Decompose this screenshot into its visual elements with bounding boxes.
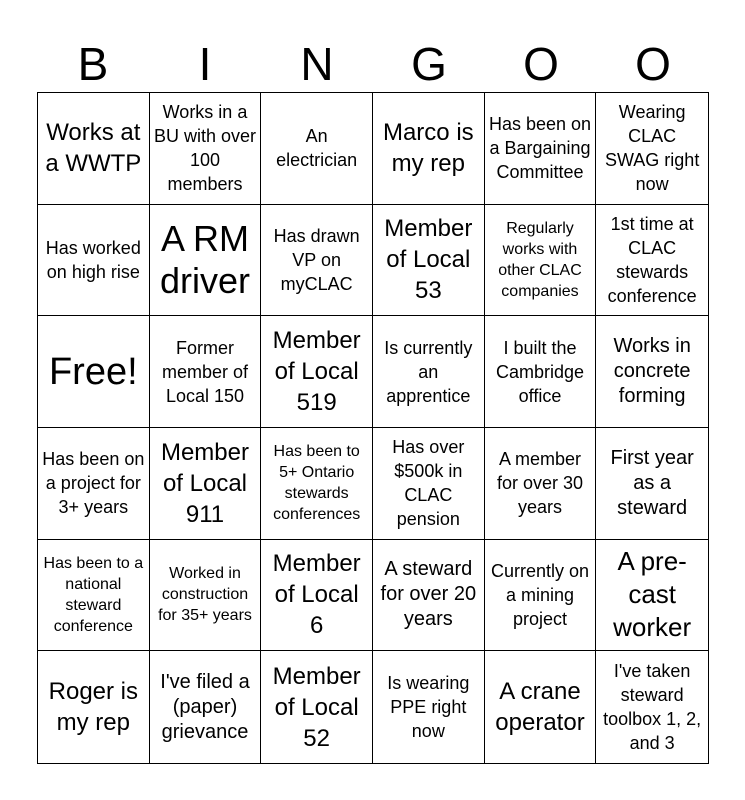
cell-text: Is currently an apprentice: [384, 337, 473, 406]
bingo-cell[interactable]: [261, 428, 373, 540]
bingo-cell[interactable]: [373, 651, 485, 763]
bingo-cell[interactable]: [485, 205, 597, 317]
bingo-cell[interactable]: [485, 651, 597, 763]
bingo-cell[interactable]: [38, 540, 150, 652]
bingo-cell[interactable]: [596, 651, 708, 763]
cell-text: Works in concrete forming: [613, 335, 691, 408]
cell-text: Free!: [48, 350, 138, 393]
bingo-cell[interactable]: [373, 540, 485, 652]
cell-text: Has drawn VP on myCLAC: [273, 225, 360, 294]
cell-text: Member of Local 911: [160, 438, 249, 528]
bingo-cell[interactable]: [596, 93, 708, 205]
bingo-cell[interactable]: [38, 651, 150, 763]
cell-text: Former member of Local 150: [161, 337, 248, 406]
bingo-cell[interactable]: [261, 651, 373, 763]
cell-text: I've filed a (paper) grievance: [160, 670, 250, 743]
bingo-cell[interactable]: [261, 316, 373, 428]
cell-text: Is wearing PPE right now: [387, 673, 470, 742]
cell-text: Has been to 5+ Ontario stewards conferences: [273, 443, 361, 524]
bingo-cell[interactable]: [596, 540, 708, 652]
cell-text: A RM driver: [159, 217, 250, 301]
cell-text: I built the Cambridge office: [495, 337, 585, 406]
bingo-cell[interactable]: [38, 93, 150, 205]
bingo-cell[interactable]: [596, 205, 708, 317]
cell-text: Member of Local 53: [384, 215, 473, 305]
header-letter-o-2: O: [635, 38, 671, 90]
bingo-cell[interactable]: [373, 316, 485, 428]
header-letter-o: O: [523, 38, 559, 90]
bingo-cell[interactable]: [150, 205, 262, 317]
cell-text: Member of Local 6: [272, 550, 361, 640]
cell-text: Member of Local 52: [272, 662, 361, 752]
bingo-cell[interactable]: [596, 428, 708, 540]
cell-text: 1st time at CLAC stewards conference: [607, 213, 697, 306]
cell-text: A member for over 30 years: [496, 449, 584, 518]
bingo-cell[interactable]: [596, 316, 708, 428]
bingo-cell[interactable]: [150, 428, 262, 540]
cell-text: Regularly works with other CLAC companies: [498, 219, 582, 300]
bingo-cell[interactable]: [485, 428, 597, 540]
cell-text: Has over $500k in CLAC pension: [392, 437, 465, 530]
cell-text: Marco is my rep: [382, 119, 474, 178]
bingo-cell[interactable]: [150, 540, 262, 652]
cell-text: A pre-cast worker: [613, 546, 692, 643]
cell-text: A crane operator: [495, 678, 585, 737]
cell-text: Has worked on high rise: [45, 237, 141, 282]
bingo-cell[interactable]: [485, 93, 597, 205]
cell-text: I've taken steward toolbox 1, 2, and 3: [603, 661, 702, 754]
cell-text: Has been to a national steward conference: [43, 554, 144, 635]
cell-text: Works in a BU with over 100 members: [153, 102, 257, 195]
cell-text: Works at a WWTP: [45, 119, 142, 178]
free-space[interactable]: [38, 316, 150, 428]
cell-text: Has been on a Bargaining Committee: [488, 114, 592, 183]
cell-text: Worked in construction for 35+ years: [158, 565, 252, 625]
header-letter-g: G: [411, 38, 447, 90]
bingo-header: [37, 36, 709, 92]
header-letter-i: I: [198, 38, 212, 90]
bingo-cell[interactable]: [373, 428, 485, 540]
bingo-cell[interactable]: [261, 540, 373, 652]
bingo-cell[interactable]: [150, 93, 262, 205]
cell-text: Roger is my rep: [48, 678, 139, 737]
bingo-cell[interactable]: [261, 205, 373, 317]
bingo-cell[interactable]: [373, 93, 485, 205]
bingo-cell[interactable]: [38, 428, 150, 540]
cell-text: A steward for over 20 years: [380, 558, 477, 631]
cell-text: Member of Local 519: [272, 327, 361, 417]
cell-text: Currently on a mining project: [490, 560, 590, 629]
bingo-cell[interactable]: [373, 205, 485, 317]
bingo-cell[interactable]: [485, 540, 597, 652]
cell-text: Wearing CLAC SWAG right now: [604, 102, 700, 195]
header-letter-b: B: [77, 38, 109, 90]
bingo-cell[interactable]: [150, 316, 262, 428]
cell-text: An electrician: [276, 126, 358, 171]
bingo-cell[interactable]: [485, 316, 597, 428]
cell-text: Has been on a project for 3+ years: [42, 449, 145, 518]
bingo-cell[interactable]: [38, 205, 150, 317]
cell-text: First year as a steward: [610, 446, 694, 519]
bingo-cell[interactable]: [150, 651, 262, 763]
header-letter-n: N: [300, 38, 334, 90]
bingo-cell[interactable]: [261, 93, 373, 205]
bingo-grid: [37, 92, 709, 764]
